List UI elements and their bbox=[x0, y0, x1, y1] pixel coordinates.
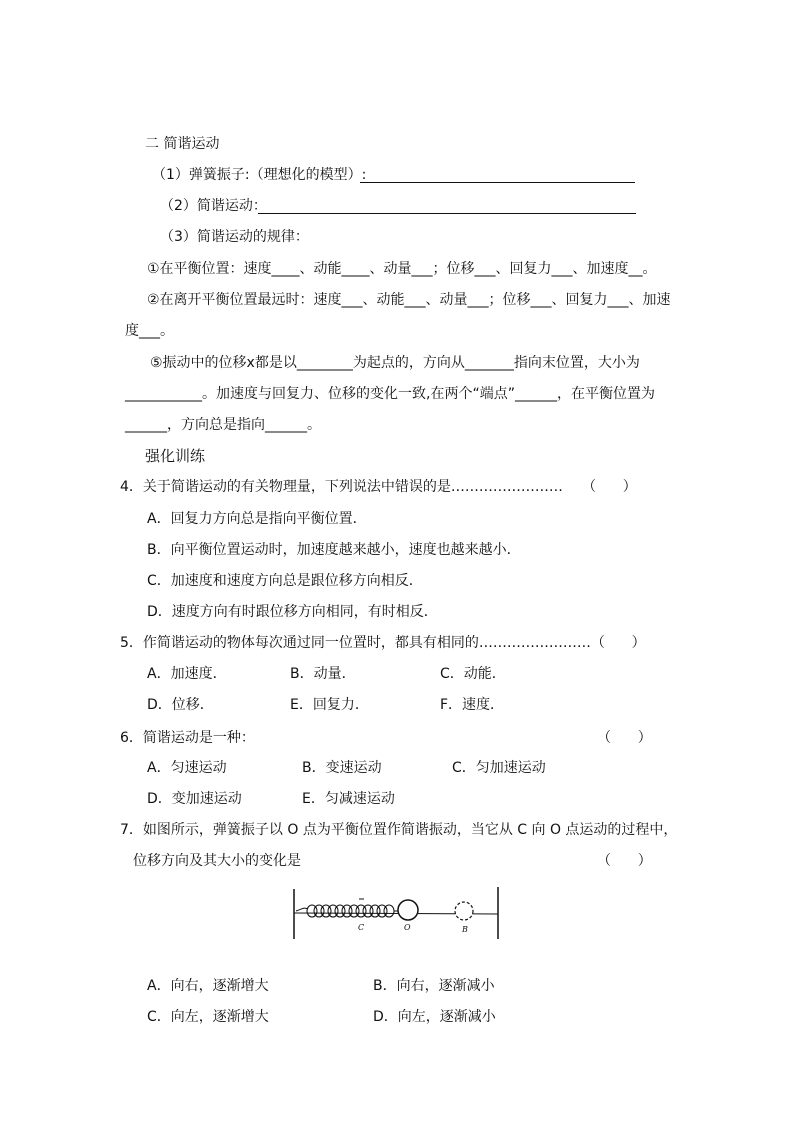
q6-option-a: A．匀速运动 bbox=[147, 760, 227, 776]
q5-option-f: F．速度． bbox=[440, 697, 505, 713]
section-title: 二 简谐运动 bbox=[145, 136, 220, 152]
q7-stem-line1: 7．如图所示，弹簧振子以 O 点为平衡位置作简谐振动，当它从 C 向 O 点运动的过程中， bbox=[120, 822, 678, 838]
ball-o bbox=[398, 900, 418, 920]
training-title: 强化训练 bbox=[145, 447, 206, 465]
q4-option-d: D．速度方向有时跟位移方向相同，有时相反． bbox=[147, 604, 438, 620]
shm-rules-label: （3）简谐运动的规律： bbox=[160, 229, 309, 245]
q5-option-c: C．动能． bbox=[440, 666, 506, 682]
q7-option-a: A．向右，逐渐增大 bbox=[147, 978, 269, 994]
q5-option-d: D．位移． bbox=[147, 697, 214, 713]
rule-displacement-line3: ______，方向总是指向______。 bbox=[125, 417, 321, 433]
q5-stem: 5．作简谐运动的物体每次通过同一位置时，都具有相同的……………………（ ） bbox=[120, 635, 646, 651]
spring-oscillator-figure bbox=[290, 883, 510, 943]
q5-option-b: B．动量． bbox=[290, 666, 356, 682]
q5-option-a: A．加速度． bbox=[147, 666, 227, 682]
shm-definition-blank bbox=[258, 213, 636, 214]
q6-answer-paren: （ ） bbox=[597, 730, 652, 746]
shm-definition-label: （2）简谐运动： bbox=[160, 198, 267, 214]
q4-answer-paren: （ ） bbox=[582, 479, 637, 495]
q6-option-c: C．匀加速运动 bbox=[452, 760, 546, 776]
rule-equilibrium: ①在平衡位置：速度____、动能____、动量___；位移___、回复力___、加速度__。 bbox=[147, 261, 657, 277]
q4-option-b: B．向平衡位置运动时，加速度越来越小，速度也越来越小． bbox=[147, 542, 521, 558]
q7-answer-paren: （ ） bbox=[597, 853, 652, 869]
label-o: O bbox=[404, 923, 411, 932]
spring-oscillator-label: （1）弹簧振子:（理想化的模型）: bbox=[152, 167, 367, 183]
rule-extreme-line2: 度___。 bbox=[125, 323, 174, 339]
rule-displacement-line1: ⑤振动中的位移x都是以________为起点的，方向从_______指向末位置，大小为 bbox=[150, 355, 640, 371]
spring-oscillator-blank bbox=[360, 182, 635, 183]
q7-option-c: C．向左，逐渐增大 bbox=[147, 1009, 269, 1025]
label-c: C bbox=[358, 923, 365, 932]
q6-option-b: B．变速运动 bbox=[302, 760, 382, 776]
q5-option-e: E．回复力． bbox=[290, 697, 369, 713]
rule-displacement-line2: ___________。加速度与回复力、位移的变化一致,在两个“端点”______，在平衡位置为 bbox=[125, 386, 655, 402]
q6-option-e: E．匀减速运动 bbox=[302, 791, 395, 807]
spring-coil bbox=[296, 905, 398, 917]
ball-b-dashed bbox=[455, 902, 473, 920]
q4-stem: 4．关于简谐运动的有关物理量，下列说法中错误的是…………………… bbox=[120, 479, 563, 495]
q7-stem-line2: 位移方向及其大小的变化是 bbox=[133, 853, 301, 869]
rule-extreme-line1: ②在离开平衡位置最远时：速度___、动能___、动量___；位移___、回复力___、加速 bbox=[147, 292, 671, 308]
q7-option-b: B．向右，逐渐减小 bbox=[373, 978, 495, 994]
label-b: B bbox=[462, 925, 468, 934]
q7-option-d: D．向左，逐渐减小 bbox=[373, 1009, 496, 1025]
q6-stem: 6．简谐运动是一种： bbox=[120, 730, 255, 746]
q4-option-a: A．回复力方向总是指向平衡位置． bbox=[147, 511, 367, 527]
q6-option-d: D．变加速运动 bbox=[147, 791, 242, 807]
q4-option-c: C．加速度和速度方向总是跟位移方向相反． bbox=[147, 573, 423, 589]
